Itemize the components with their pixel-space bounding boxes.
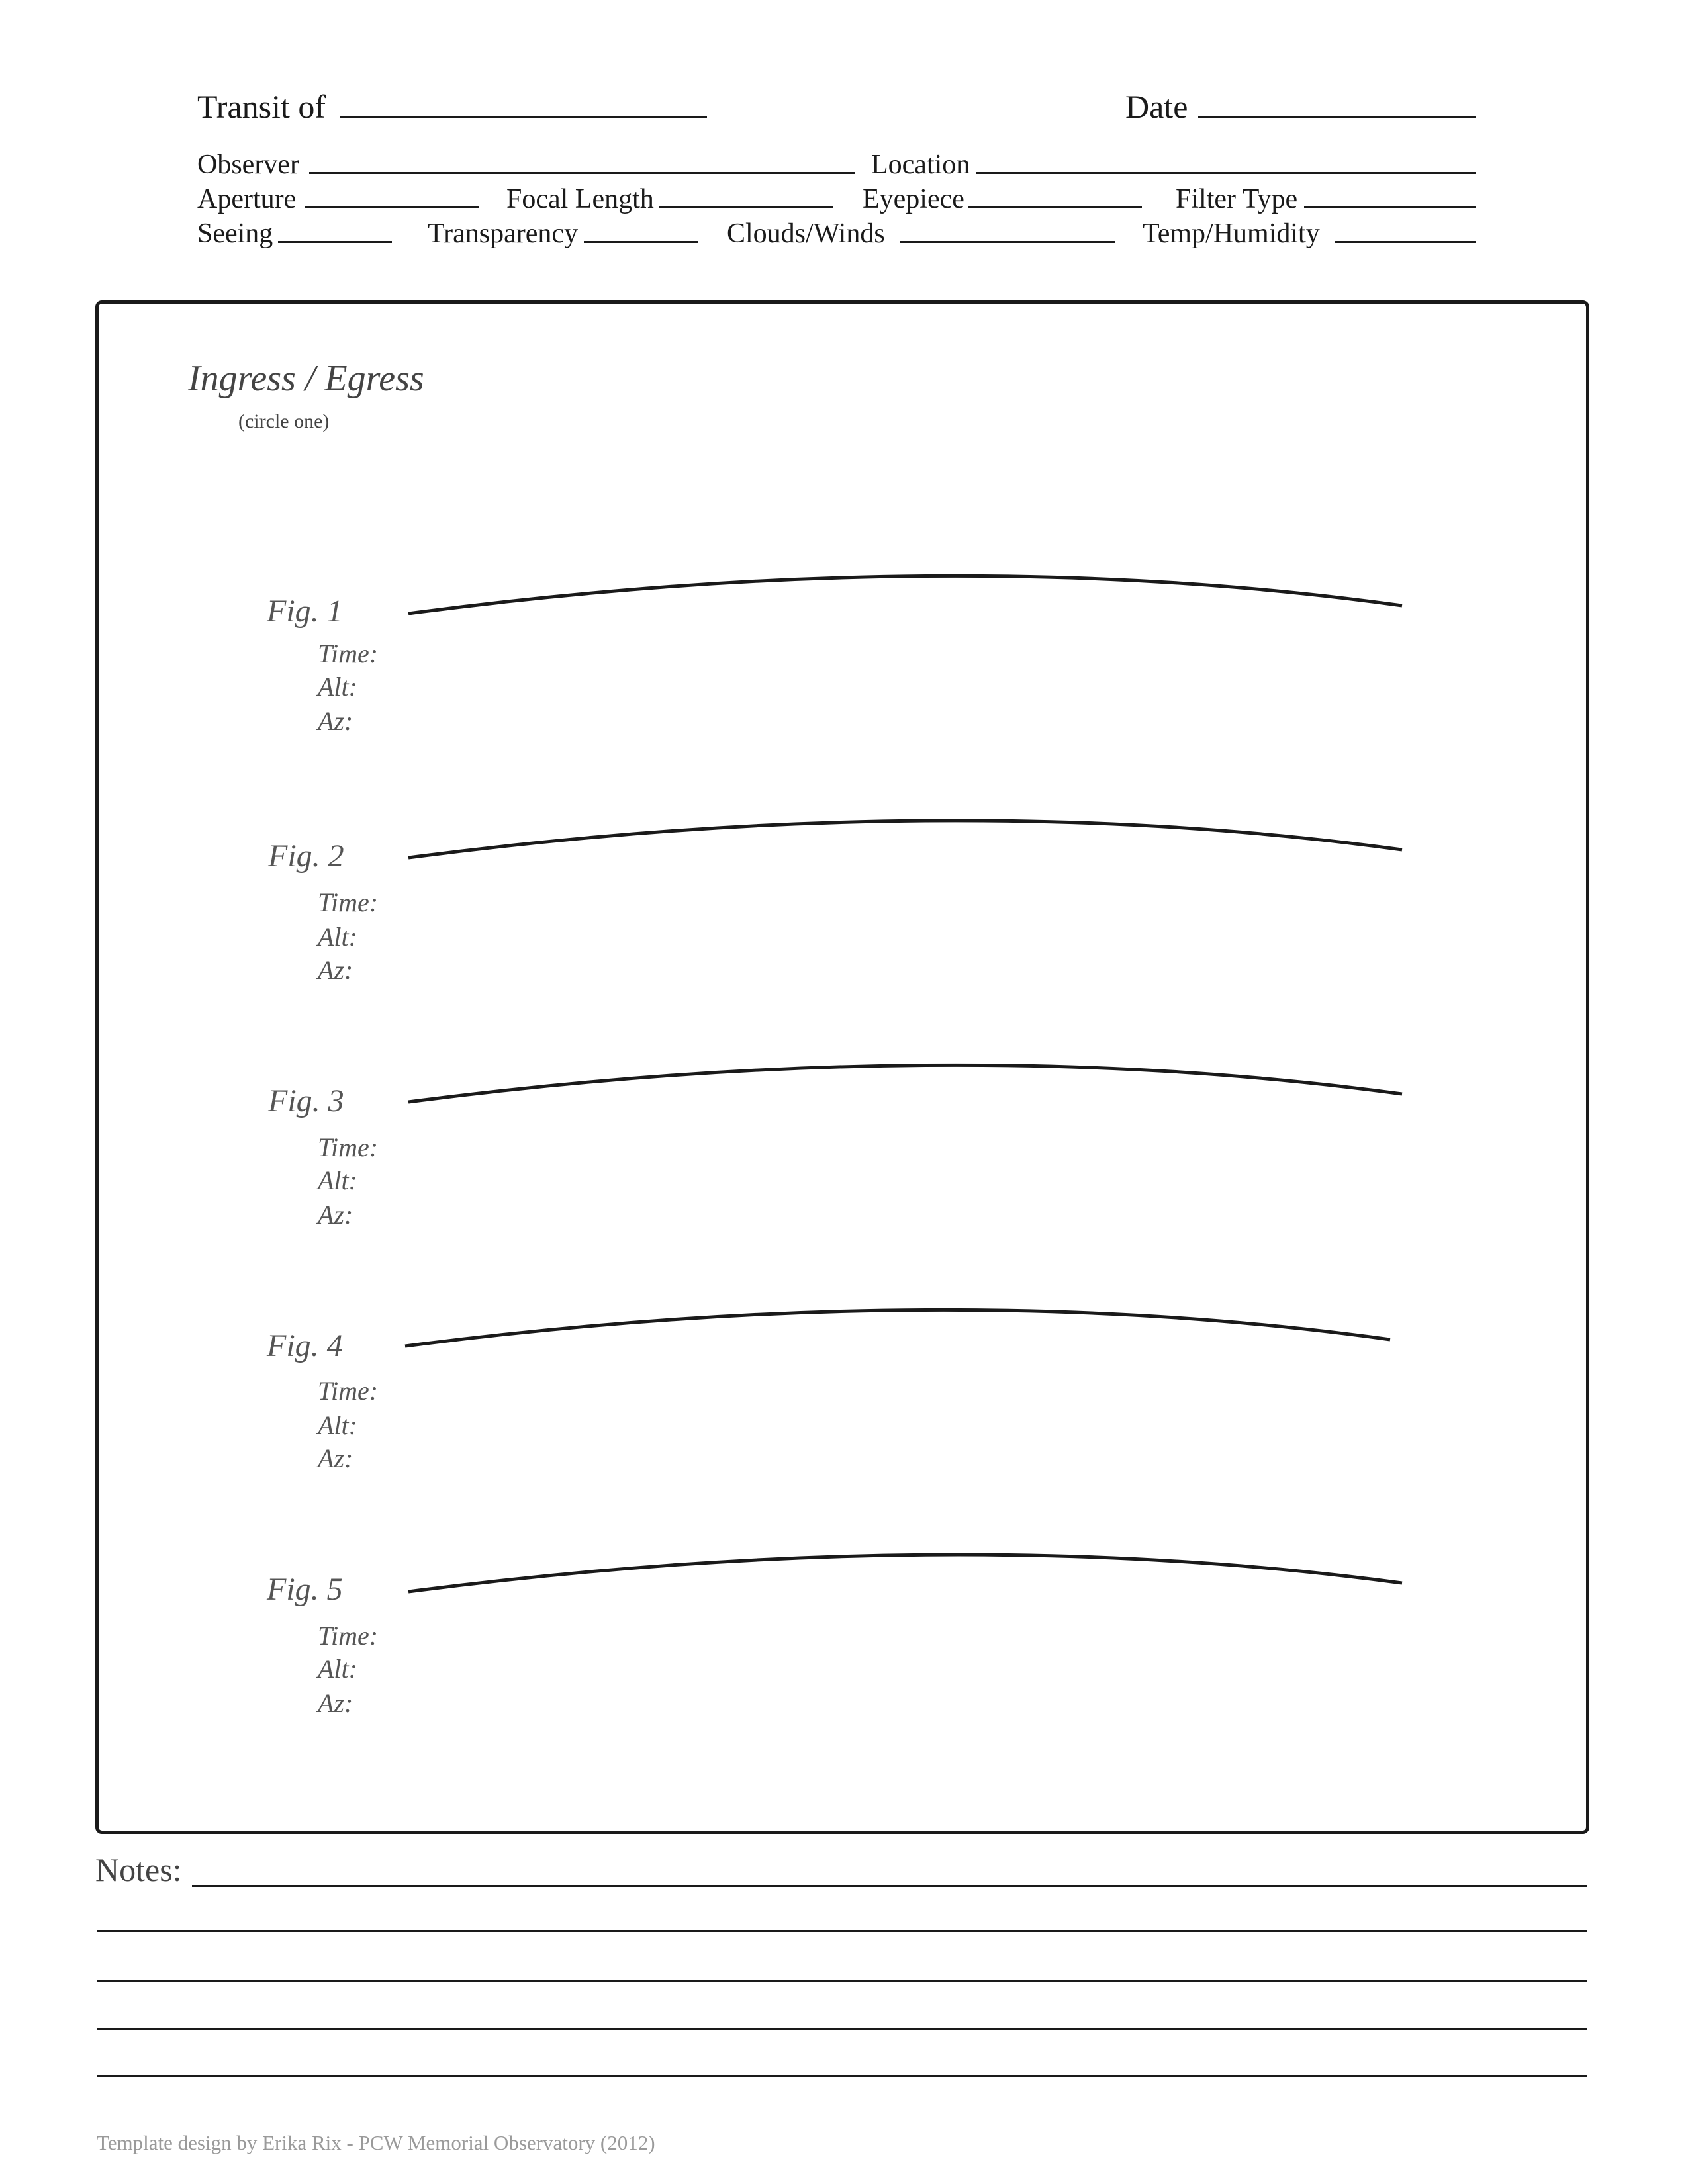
fig-1-label: Fig. 1 (267, 594, 343, 629)
focal-length-label: Focal Length (506, 184, 654, 214)
fig-2-label: Fig. 2 (268, 839, 344, 874)
notes-line-5[interactable] (97, 2075, 1587, 2077)
date-label: Date (1125, 88, 1188, 125)
observer-label: Observer (197, 150, 299, 180)
seeing-label: Seeing (197, 218, 273, 249)
fig-3-time-label: Time: (318, 1132, 379, 1162)
fig-3-az-label: Az: (318, 1200, 353, 1230)
fig-5-alt-label: Alt: (318, 1654, 357, 1684)
fig-3-alt-label: Alt: (318, 1165, 357, 1195)
fig-5-time-label: Time: (318, 1621, 379, 1651)
location-label: Location (871, 150, 970, 180)
fig-1-az-label: Az: (318, 706, 353, 736)
fig-2-limb-arc[interactable] (408, 821, 1402, 858)
transparency-label: Transparency (428, 218, 579, 249)
fig-3-label: Fig. 3 (268, 1083, 344, 1118)
fig-1-alt-label: Alt: (318, 672, 357, 702)
notes-line-4[interactable] (97, 2028, 1587, 2030)
circle-one-hint: (circle one) (238, 410, 330, 432)
fig-4-alt-label: Alt: (318, 1410, 357, 1440)
fig-4-limb-arc[interactable] (405, 1310, 1390, 1346)
fig-4-az-label: Az: (318, 1443, 353, 1473)
aperture-label: Aperture (197, 184, 297, 214)
temp-humidity-label: Temp/Humidity (1143, 218, 1320, 249)
fig-3-limb-arc[interactable] (408, 1065, 1402, 1102)
notes-line-1[interactable] (192, 1885, 1587, 1887)
fig-5-az-label: Az: (318, 1688, 353, 1718)
notes-line-3[interactable] (97, 1980, 1587, 1982)
ingress-egress-label[interactable]: Ingress / Egress (188, 358, 424, 399)
fig-5-label: Fig. 5 (267, 1572, 343, 1607)
fig-4-time-label: Time: (318, 1376, 379, 1406)
notes-line-2[interactable] (97, 1930, 1587, 1932)
transit-of-label: Transit of (197, 88, 326, 125)
clouds-winds-label: Clouds/Winds (727, 218, 885, 249)
fig-2-az-label: Az: (318, 955, 353, 985)
fig-5-limb-arc[interactable] (408, 1555, 1402, 1592)
fig-4-label: Fig. 4 (267, 1328, 343, 1363)
fig-2-time-label: Time: (318, 887, 379, 917)
fig-1-limb-arc[interactable] (408, 576, 1402, 614)
notes-label: Notes: (95, 1851, 182, 1888)
eyepiece-label: Eyepiece (863, 184, 964, 214)
filter-type-label: Filter Type (1176, 184, 1298, 214)
fig-2-alt-label: Alt: (318, 922, 357, 952)
template-credit: Template design by Erika Rix - PCW Memorial Observatory (2012) (97, 2131, 655, 2154)
fig-1-time-label: Time: (318, 639, 379, 668)
